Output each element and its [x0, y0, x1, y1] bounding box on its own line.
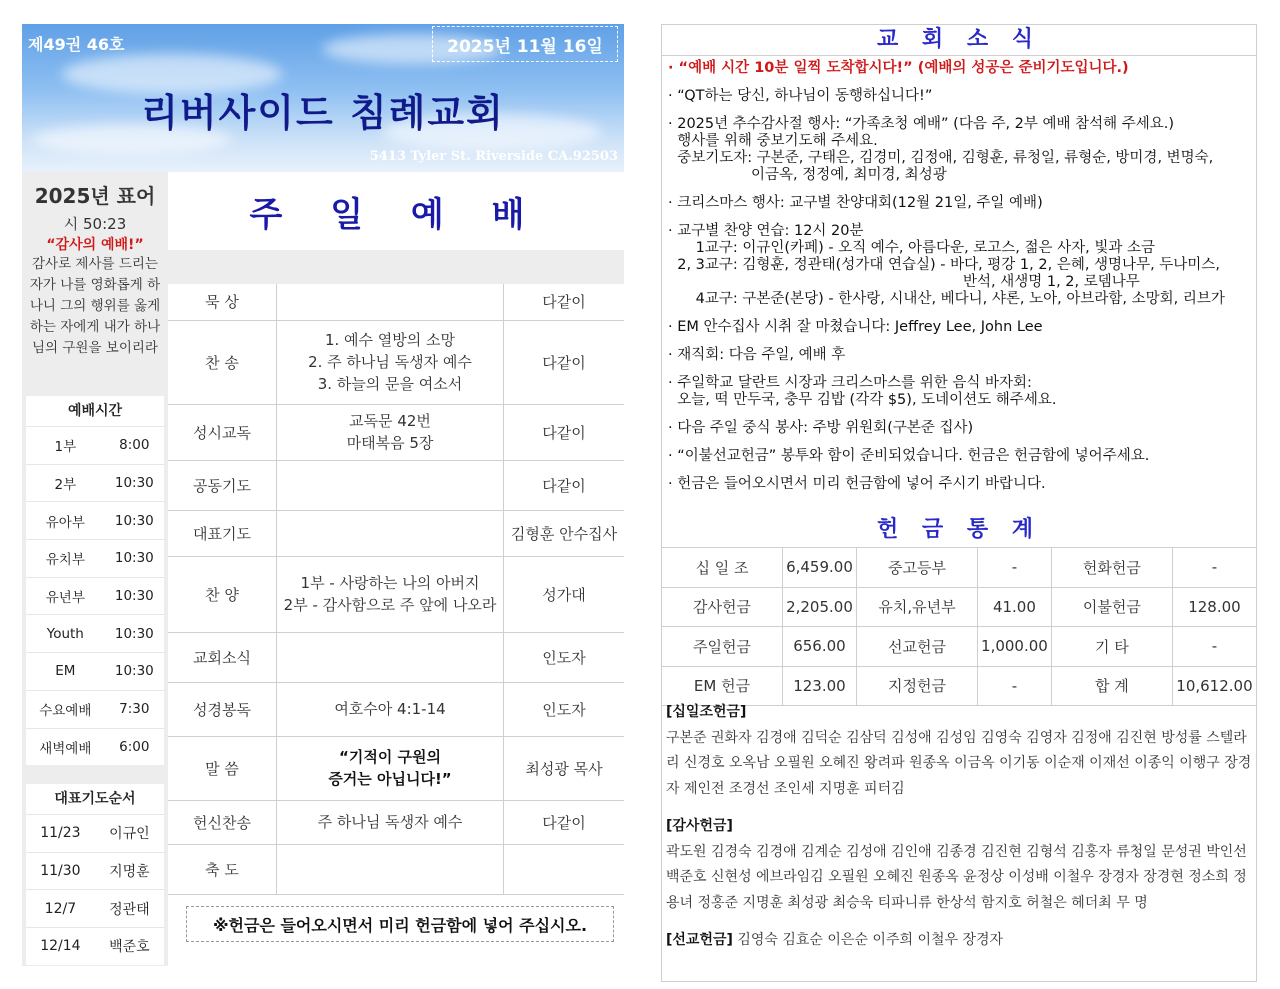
order-item: 찬 송 [168, 320, 277, 404]
year-verse-theme: “감사의 예배!” [46, 237, 144, 253]
order-item: 성시교독 [168, 404, 277, 460]
order-row [168, 736, 624, 800]
offering-name-list: 구본준 권화자 김경애 김덕순 김삼덕 김성애 김성임 김영숙 김영자 김정애 김진현 방성률 스텔라리 신경호 오옥남 오필원 오혜진 왕려파 원종옥 이금옥 이기동 이순재 이재선 이종익 이행구 장경자 제인전 조경선 조인세 지명훈 피터김 [666, 729, 1252, 797]
order-content-line: 증거는 아닙니다!” [328, 770, 452, 788]
offering-row [662, 627, 1257, 667]
order-leader: 최성광 목사 [504, 736, 625, 800]
service-time-row [26, 502, 164, 540]
service-time-row [26, 615, 164, 653]
news-item: · “QT하는 당신, 하나님이 동행하십니다!” [668, 88, 933, 104]
order-content [277, 460, 504, 510]
offering-label: 선교헌금 [856, 627, 977, 667]
year-verse-reference: 시 50:23 [63, 215, 127, 233]
offering-notice: ※헌금은 들어오시면서 미리 헌금함에 넣어 주십시오. [186, 906, 614, 942]
offering-amount: 656.00 [783, 627, 857, 667]
order-item: 찬 양 [168, 556, 277, 632]
service-time-row [26, 653, 164, 691]
volume-number: 제49권 46호 [28, 35, 125, 54]
prayer-date: 11/23 [26, 815, 95, 853]
order-content [277, 844, 504, 894]
offering-amount: 10,612.00 [1172, 666, 1256, 706]
prayer-order-box [26, 784, 164, 965]
service-times-box [26, 396, 164, 765]
offering-name-list: 김영숙 김효순 이은순 이주희 이철우 장경자 [737, 932, 1004, 948]
offering-amount: - [1172, 548, 1256, 588]
offering-name-heading: [선교헌금] [666, 932, 733, 948]
service-times-title: 예배시간 [67, 403, 123, 419]
order-content-line: 1부 - 사랑하는 나의 아버지 [300, 574, 480, 592]
offering-label: 합 계 [1051, 666, 1172, 706]
order-leader: 다같이 [504, 460, 625, 510]
offering-name-list: 곽도원 김경숙 김경애 김계순 김성애 김인애 김종경 김진현 김형석 김홍자 류청일 문성권 박인선 백준호 신현성 에브라임김 오필원 오혜진 원종옥 윤정상 이성배 이철우 장경자 장경현 정소희 정용녀 정홍준 지명훈 최성광 최승욱 티파니류 한상석 함지호 허철은 헤더최 무 명 [666, 843, 1247, 911]
order-content [277, 682, 504, 736]
order-content-line: 2. 주 하나님 독생자 예수 [308, 353, 472, 371]
order-content-line: 1. 예수 열방의 소망 [324, 331, 456, 349]
order-row [168, 844, 624, 894]
prayer-row [26, 815, 164, 853]
service-time-row [26, 690, 164, 728]
offering-name-block [666, 700, 1254, 802]
order-content-line: 여호수아 4:1-14 [334, 700, 446, 718]
offering-stats-title: 헌 금 통 계 [877, 517, 1041, 542]
offering-label: 헌화헌금 [1051, 548, 1172, 588]
service-time: 8:00 [105, 427, 164, 465]
order-leader: 다같이 [504, 800, 625, 844]
church-news-list [668, 60, 1256, 504]
church-news-title: 교 회 소 식 [661, 24, 1257, 56]
news-item: · 다음 주일 중식 봉사: 주방 위원회(구본준 집사) [668, 420, 974, 436]
offering-label: 유치,유년부 [856, 587, 977, 627]
prayer-order-title: 대표기도순서 [54, 791, 136, 807]
order-leader: 김형훈 안수집사 [504, 510, 625, 556]
offering-label: EM 헌금 [662, 666, 783, 706]
service-time-row [26, 540, 164, 578]
church-address: 5413 Tyler St. Riverside CA.92503 [369, 149, 618, 164]
offering-label: 감사헌금 [662, 587, 783, 627]
order-content [277, 320, 504, 404]
church-name: 리버사이드 침례교회 [141, 91, 505, 135]
order-content-line: 주 하나님 독생자 예수 [317, 813, 463, 831]
order-content [277, 800, 504, 844]
news-item: · 2025년 추수감사절 행사: “가족초청 예배” (다음 주, 2부 예배 참석해 주세요.) 행사를 위해 중보기도해 주세요. 중보기도자: 구본준, 구태은, 김경미, 김정애, 김형훈, 류청일, 류형순, 방미경, 변명숙, 이금옥, 정정예, 최미경, 최성광 [668, 116, 1214, 183]
service-time: 6:00 [105, 728, 164, 765]
order-row [168, 320, 624, 404]
offering-amount: 41.00 [977, 587, 1051, 627]
service-name: 1부 [26, 427, 105, 465]
order-row [168, 556, 624, 632]
order-leader: 다같이 [504, 404, 625, 460]
order-item: 공동기도 [168, 460, 277, 510]
service-time: 10:30 [105, 577, 164, 615]
service-name: Youth [26, 615, 105, 653]
offering-label: 주일헌금 [662, 627, 783, 667]
service-time-row [26, 728, 164, 765]
offering-name-block [666, 928, 1254, 954]
order-content-line: 마태복음 5장 [346, 434, 434, 452]
news-item: · EM 안수집사 시취 잘 마쳤습니다: Jeffrey Lee, John Lee [668, 319, 1043, 335]
service-name: 수요예배 [26, 690, 105, 728]
order-item: 말 씀 [168, 736, 277, 800]
offering-amount: - [977, 666, 1051, 706]
service-title: 주 일 예 배 [249, 195, 543, 235]
order-content [277, 632, 504, 682]
order-item: 성경봉독 [168, 682, 277, 736]
news-item: · “예배 시간 10분 일찍 도착합시다!” (예배의 성공은 준비기도입니다.) [668, 60, 1129, 76]
service-time-row [26, 464, 164, 502]
news-item: · 재직회: 다음 주일, 예배 후 [668, 347, 846, 363]
order-leader: 성가대 [504, 556, 625, 632]
order-row [168, 460, 624, 510]
order-of-worship [168, 284, 624, 895]
order-content-line: 교독문 42번 [349, 412, 431, 430]
service-name: 새벽예배 [26, 728, 105, 765]
prayer-row [26, 890, 164, 928]
news-item: · 주일학교 달란트 시장과 크리스마스를 위한 음식 바자회: 오늘, 떡 만두국, 충무 김밥 (각각 $5), 도네이션도 해주세요. [668, 375, 1057, 408]
offering-amount: 1,000.00 [977, 627, 1051, 667]
order-item: 교회소식 [168, 632, 277, 682]
service-time: 10:30 [105, 540, 164, 578]
prayer-row [26, 928, 164, 965]
order-item: 대표기도 [168, 510, 277, 556]
order-content [277, 736, 504, 800]
prayer-date: 12/7 [26, 890, 95, 928]
order-leader [504, 844, 625, 894]
news-item: · “이불선교헌금” 봉투와 함이 준비되었습니다. 헌금은 헌금함에 넣어주세요. [668, 448, 1150, 464]
service-name: 2부 [26, 464, 105, 502]
offering-amount: 6,459.00 [783, 548, 857, 588]
prayer-name: 백준호 [95, 928, 164, 965]
service-divider [168, 250, 624, 284]
order-leader: 인도자 [504, 682, 625, 736]
offering-amount: 123.00 [783, 666, 857, 706]
order-content-line: “기적이 구원의 [338, 748, 442, 766]
bulletin-date: 2025년 11월 16일 [432, 26, 618, 62]
service-name: EM [26, 653, 105, 691]
service-time-row [26, 427, 164, 465]
order-row [168, 682, 624, 736]
prayer-name: 정관태 [95, 890, 164, 928]
news-item: · 크리스마스 행사: 교구별 찬양대회(12월 21일, 주일 예배) [668, 195, 1043, 211]
news-item: · 헌금은 들어오시면서 미리 헌금함에 넣어 주시기 바랍니다. [668, 476, 1046, 492]
prayer-name: 이규인 [95, 815, 164, 853]
year-verse-text: 감사로 제사를 드리는 자가 나를 영화롭게 하나니 그의 행위를 옳게 하는 자에게 내가 하나님의 구원을 보이리라 [29, 256, 161, 356]
prayer-order-table [26, 814, 164, 965]
offering-name-block [666, 814, 1254, 916]
year-verse [22, 180, 168, 359]
offering-label: 기 타 [1051, 627, 1172, 667]
service-name: 유아부 [26, 502, 105, 540]
service-name: 유년부 [26, 577, 105, 615]
offering-label: 이불헌금 [1051, 587, 1172, 627]
prayer-name: 지명훈 [95, 852, 164, 890]
offering-row [662, 587, 1257, 627]
offering-stats [661, 547, 1257, 706]
offering-label: 지정헌금 [856, 666, 977, 706]
service-time: 10:30 [105, 653, 164, 691]
prayer-row [26, 852, 164, 890]
service-time: 10:30 [105, 615, 164, 653]
order-content [277, 510, 504, 556]
order-row [168, 800, 624, 844]
offering-amount: - [977, 548, 1051, 588]
order-leader: 다같이 [504, 284, 625, 320]
offering-label: 십 일 조 [662, 548, 783, 588]
order-content-line: 2부 - 감사함으로 주 앞에 나오라 [283, 596, 497, 614]
order-item: 헌신찬송 [168, 800, 277, 844]
prayer-date: 11/30 [26, 852, 95, 890]
service-times-table [26, 426, 164, 765]
order-content [277, 284, 504, 320]
year-verse-title: 2025년 표어 [34, 184, 156, 208]
order-row [168, 632, 624, 682]
order-row [168, 510, 624, 556]
order-leader: 인도자 [504, 632, 625, 682]
prayer-date: 12/14 [26, 928, 95, 965]
offering-name-heading: [감사헌금] [666, 818, 733, 834]
offering-amount: - [1172, 627, 1256, 667]
service-time: 10:30 [105, 464, 164, 502]
service-time: 10:30 [105, 502, 164, 540]
order-leader: 다같이 [504, 320, 625, 404]
offering-amount: 128.00 [1172, 587, 1256, 627]
order-content [277, 404, 504, 460]
offering-row [662, 548, 1257, 588]
order-row [168, 404, 624, 460]
offering-amount: 2,205.00 [783, 587, 857, 627]
offering-name-heading: [십일조헌금] [666, 704, 747, 720]
offering-label: 중고등부 [856, 548, 977, 588]
service-name: 유치부 [26, 540, 105, 578]
order-item: 축 도 [168, 844, 277, 894]
order-content-line: 3. 하늘의 문을 여소서 [317, 375, 463, 393]
order-item: 묵 상 [168, 284, 277, 320]
order-row [168, 284, 624, 320]
bulletin-header [22, 24, 624, 172]
service-time-row [26, 577, 164, 615]
offering-names [666, 700, 1254, 966]
news-item: · 교구별 찬양 연습: 12시 20분 1교구: 이규인(카페) - 오직 예수, 아름다운, 로고스, 젊은 사자, 빛과 소금 2, 3교구: 김형훈, 정관태(성가대 연습실) - 바다, 평강 1, 2, 은혜, 생명나무, 두나미스, 반석, 새생명 1, 2, 로뎀나무 4교구: 구본준(본당) - 한사랑, 시내산, 베다니, 샤론, 노아, 아브라함, 소망회, 리브가 [668, 223, 1225, 307]
service-time: 7:30 [105, 690, 164, 728]
order-content [277, 556, 504, 632]
